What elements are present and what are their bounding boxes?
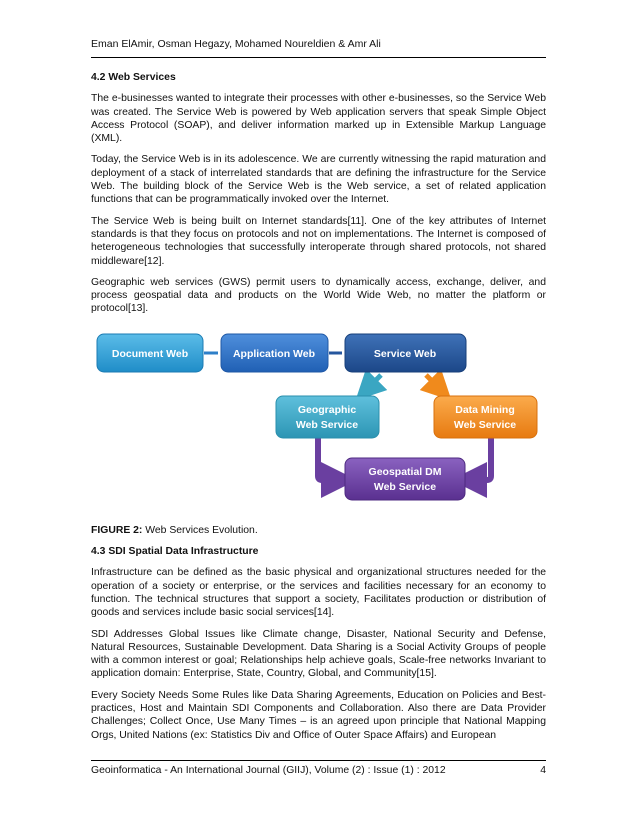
geographic-label: Geographic [297, 403, 357, 416]
geospatial-dm-label: Geospatial DM [368, 465, 442, 478]
figure-diagram [91, 328, 546, 518]
paragraph: The Service Web is being built on Internet standards[11]. One of the key attributes of Internet standards is that they focus on protocols and not on implementations. The Internet is composed of heterogeneous technologies that successfully interoperate through shared protocols, not shared middleware[12]. [91, 215, 546, 267]
section-title-4-2: 4.2 Web Services [91, 72, 176, 83]
application-web-label: Application Web [232, 347, 316, 360]
arrow-geo-to-geospatial [318, 438, 339, 480]
caption-label: FIGURE 2: [91, 524, 143, 536]
service-web-label: Service Web [373, 347, 437, 360]
service-web-box [345, 334, 466, 372]
geospatial-dm-web-service-box [345, 458, 465, 500]
paragraph: Geographic web services (GWS) permit users to dynamically access, exchange, deliver, and process geospatial data and products on the World Wide Web, no matter the platform or protocol[13]. [91, 276, 546, 315]
journal-citation: Geoinformatica - An International Journal (GIIJ), Volume (2) : Issue (1) : 2012 [91, 765, 446, 776]
data-mining-web-service-label: Web Service [453, 418, 517, 431]
running-footer [91, 765, 546, 776]
page-number: 4 [540, 765, 546, 776]
caption-text: Web Services Evolution. [142, 524, 258, 536]
web-services-evolution-figure [91, 328, 546, 518]
data-mining-label: Data Mining [455, 403, 515, 416]
running-header: Eman ElAmir, Osman Hegazy, Mohamed Noureldien & Amr Ali [91, 38, 381, 50]
paragraph: The e-businesses wanted to integrate their processes with other e-businesses, so the Service Web was created. The Service Web is powered by Web application servers that speak Simple Object Access Protocol (SOAP), and deliver information marked up in Extensible Markup Language (XML). [91, 93, 546, 145]
geographic-web-service-box [276, 396, 379, 438]
main-content [91, 71, 546, 750]
paragraph: SDI Addresses Global Issues like Climate change, Disaster, National Security and Defense, Natural Resources, Sustainable Development. Data Sharing is a Social Activity Groups of people with a common interest or goal; Relationships help achieve goals, Scale-free networks Invariant to application domain: Enterprise, State, Country, Global, and Community[15]. [91, 628, 546, 680]
arrow-to-geographic [366, 375, 381, 390]
document-web-label: Document Web [111, 347, 189, 360]
data-mining-web-service-box [434, 396, 537, 438]
section-title-4-3: 4.3 SDI Spatial Data Infrastructure [91, 546, 259, 558]
header-rule [91, 57, 546, 58]
figure-caption [91, 524, 546, 537]
footer-rule [91, 760, 546, 761]
document-web-box [97, 334, 203, 372]
paragraph: Today, the Service Web is in its adolescence. We are currently witnessing the rapid maturation and deployment of a stack of interrelated standards that are defining the infrastructure for the Service Web. The building block of the Service Web is the Web service, a set of related application functions that can be programmatically invoked over the Internet. [91, 154, 546, 206]
geographic-web-service-label: Web Service [295, 418, 359, 431]
paragraph: Every Society Needs Some Rules like Data Sharing Agreements, Education on Policies and Best-practices, Host and Maintain SDI Components and Collaboration. Also there are Data Provider Challenges; Collect Once, Use Many Times – is an agreed upon principle that National Mapping Orgs, United Nations (ex: Statistics Div and Office of Outer Space Affairs) and European [91, 689, 546, 741]
arrow-to-data-mining [426, 375, 441, 390]
application-web-box [221, 334, 328, 372]
paragraph: Infrastructure can be defined as the basic physical and organizational structures needed for the operation of a society or enterprise, or the services and facilities necessary for an economy to function. The technical structures that support a society, Facilitates production or distribution of goods and services include basic social services[14]. [91, 567, 546, 619]
geospatial-web-service-label: Web Service [373, 480, 437, 493]
arrow-dm-to-geospatial [469, 438, 491, 480]
